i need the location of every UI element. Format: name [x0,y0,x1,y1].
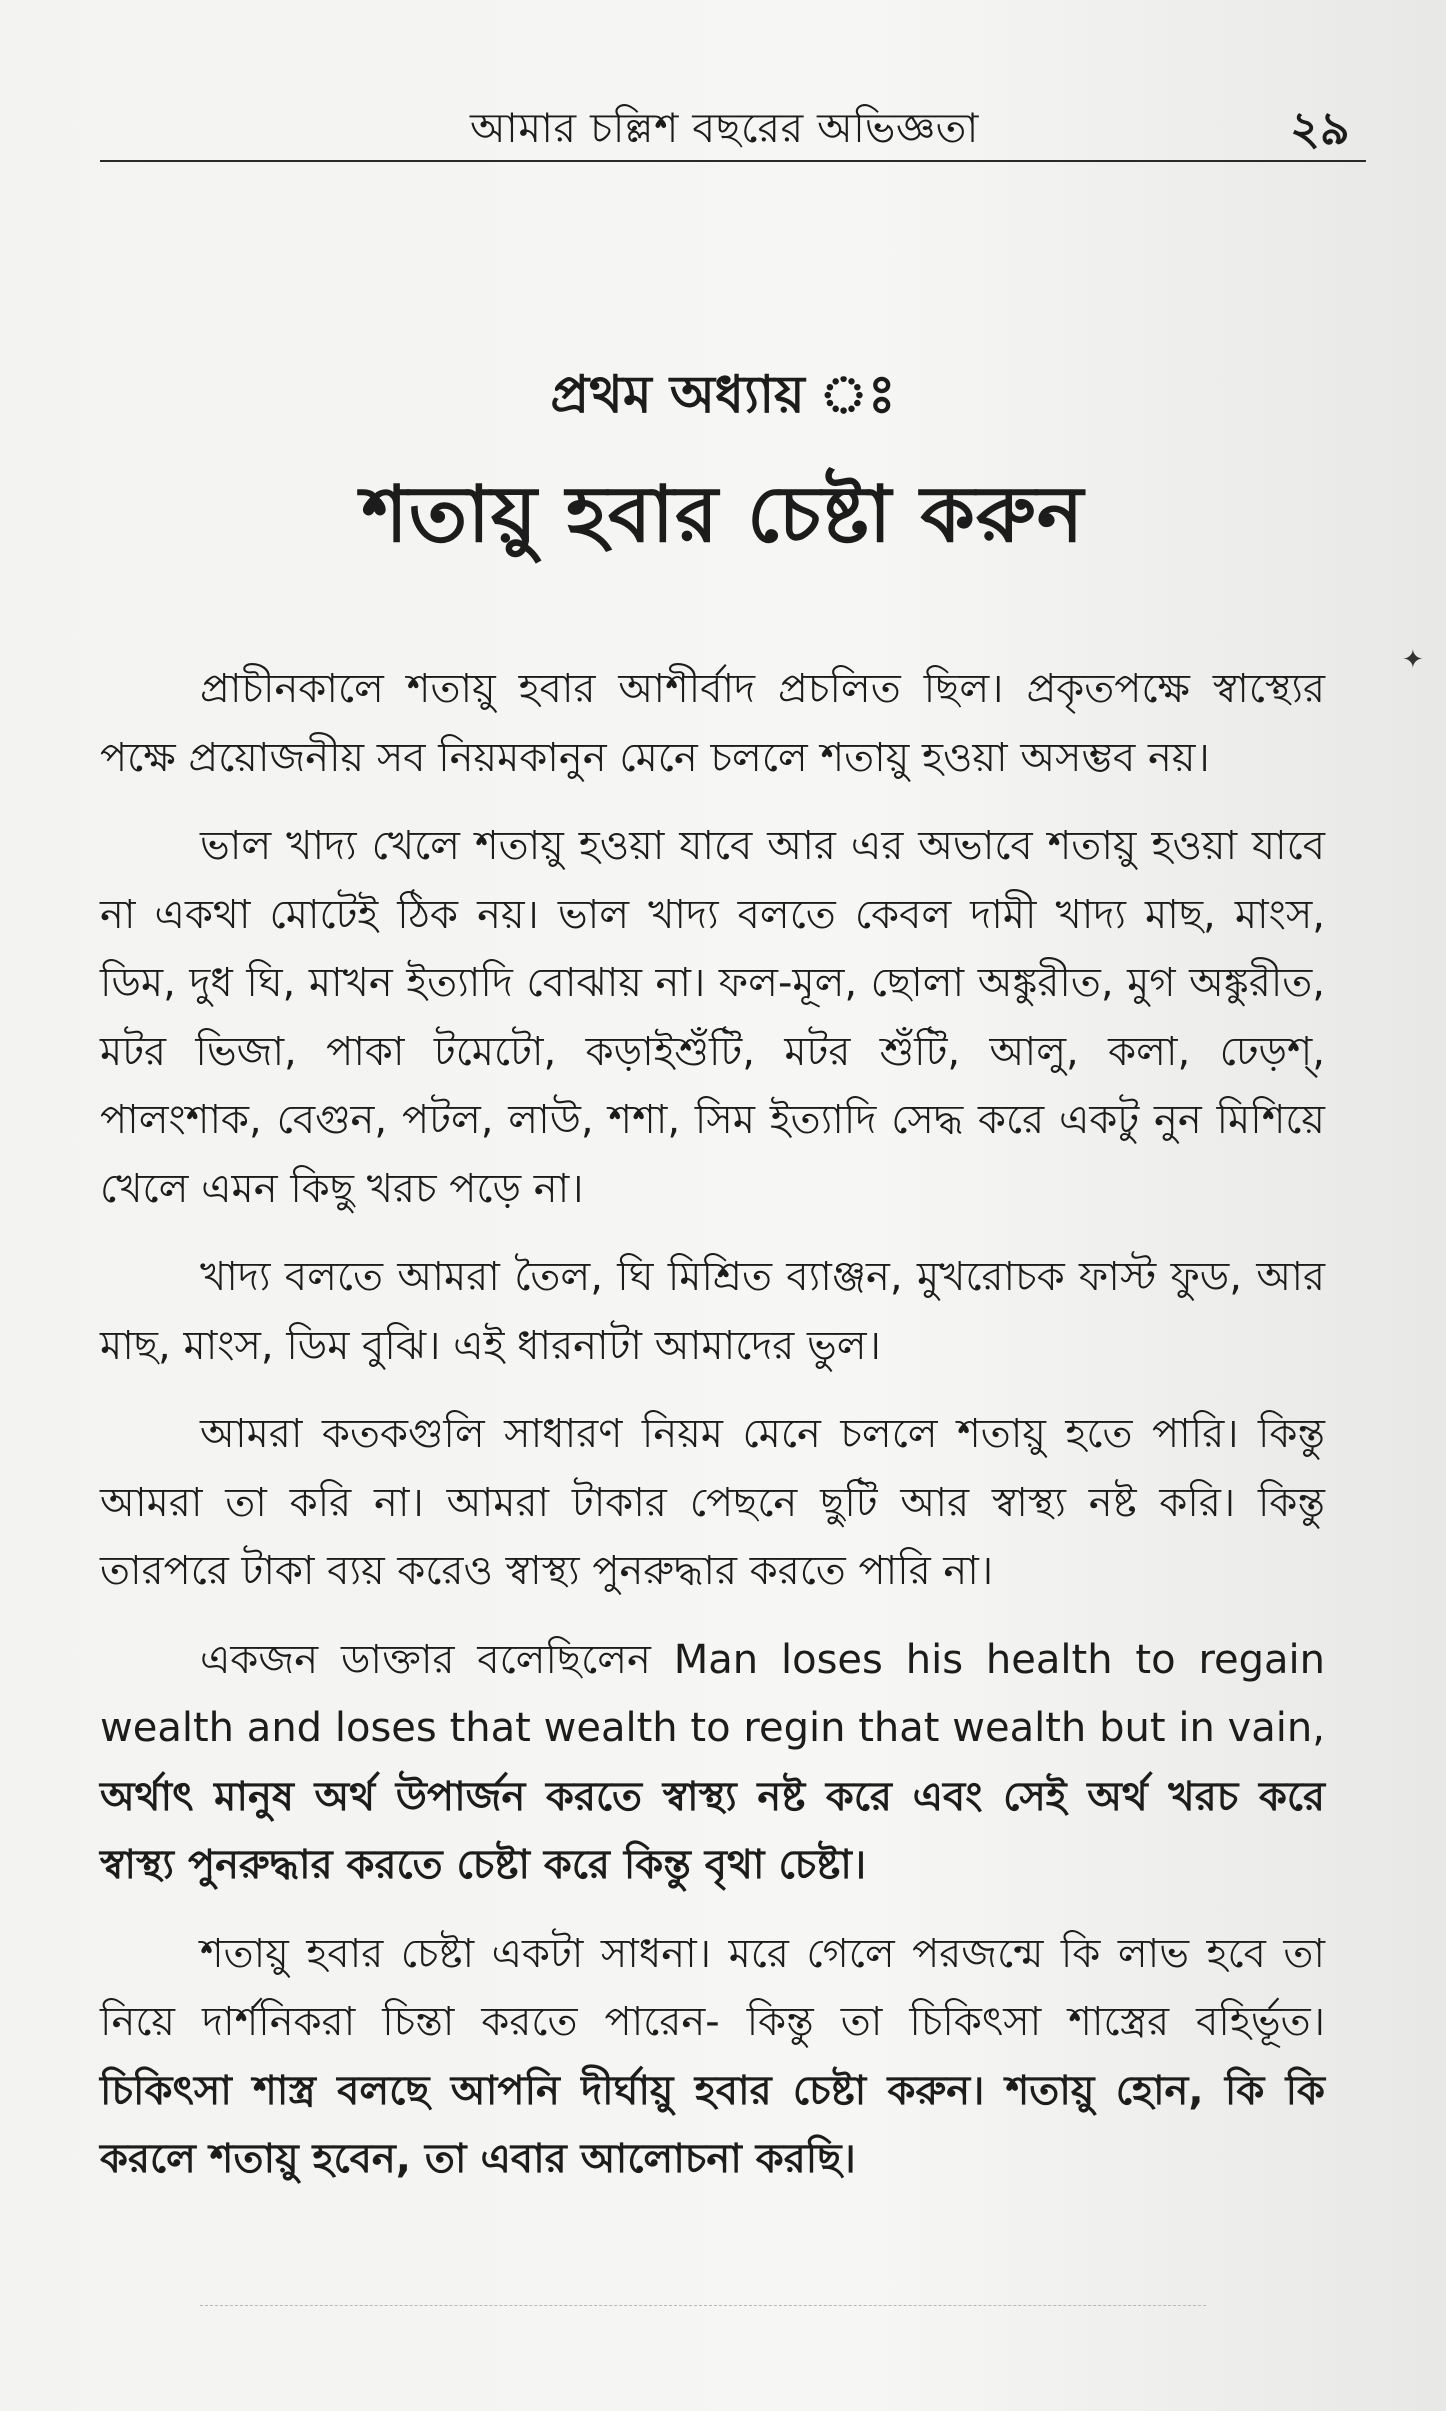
paragraph-text: ভাল খাদ্য খেলে শতায়ু হওয়া যাবে আর এর অভাবে শতায়ু হওয়া যাবে না একথা মোটেই ঠিক নয়। ভাল খাদ্য বলতে কেবল দামী খাদ্য মাছ, মাংস, ডিম, দুধ ঘি, মাখন ইত্যাদি বোঝায় না। ফল-মূল, ছোলা অঙ্কুরীত, মুগ অঙ্কুরীত, মটর ভিজা, পাকা টমেটো, কড়াইশুঁটি, মটর শুঁটি, আলু, কলা, ঢেড়শ্, পালংশাক, বেগুন, পটল, লাউ, শশা, সিম ইত্যাদি সেদ্ধ করে একটু নুন মিশিয়ে খেলে এমন কিছু খরচ পড়ে না। [100,823,1325,1212]
paragraph-1 [100,655,1325,792]
paragraph-emphasis: অর্থাৎ মানুষ অর্থ উপার্জন করতে স্বাস্থ্য নষ্ট করে এবং সেই অর্থ খরচ করে স্বাস্থ্য পুনরুদ্ধার করতে চেষ্টা করে কিন্তু বৃথা চেষ্টা। [100,1773,1325,1888]
running-header [0,98,1446,158]
paragraph-4 [100,1400,1325,1606]
bottom-rule [200,2305,1206,2306]
body-text [100,655,1325,2214]
paragraph-text: আমরা কতকগুলি সাধারণ নিয়ম মেনে চললে শতায়ু হতে পারি। কিন্তু আমরা তা করি না। আমরা টাকার পেছনে ছুটি আর স্বাস্থ্য নষ্ট করি। কিন্তু তারপরে টাকা ব্যয় করেও স্বাস্থ্য পুনরুদ্ধার করতে পারি না। [100,1411,1325,1594]
paragraph-2 [100,812,1325,1223]
page-number: ২৯ [1290,101,1350,155]
chapter-title: শতায়ু হবার চেষ্টা করুন [361,470,1085,560]
paragraph-text: খাদ্য বলতে আমরা তৈল, ঘি মিশ্রিত ব্যাঞ্জন, মুখরোচক ফাস্ট ফুড, আর মাছ, মাংস, ডিম বুঝি। এই ধারনাটা আমাদের ভুল। [100,1254,1325,1369]
header-rule [100,160,1366,162]
paragraph-text: একজন ডাক্তার বলেছিলেন Man loses his health to regain wealth and loses that wealth to regin that wealth but in vain, [100,1636,1325,1751]
paragraph-emphasis: চিকিৎসা শাস্ত্র বলছে আপনি দীর্ঘায়ু হবার চেষ্টা করুন। শতায়ু হোন, কি কি করলে শতায়ু হবেন, তা এবার আলোচনা করছি। [100,2067,1325,2182]
margin-mark-icon: ✦ [1402,645,1424,675]
paragraph-text: শতায়ু হবার চেষ্টা একটা সাধনা। মরে গেলে পরজন্মে কি লাভ হবে তা নিয়ে দার্শনিকরা চিন্তা করতে পারেন- কিন্তু তা চিকিৎসা শাস্ত্রের বহির্ভূত। [100,1930,1325,2045]
paragraph-5 [100,1626,1325,1900]
chapter-label: প্রথম অধ্যায় ঃ [550,365,896,425]
running-title: আমার চল্লিশ বছরের অভিজ্ঞতা [470,104,979,152]
paragraph-3 [100,1243,1325,1380]
paragraph-6 [100,1920,1325,2194]
paragraph-text: প্রাচীনকালে শতায়ু হবার আশীর্বাদ প্রচলিত ছিল। প্রকৃতপক্ষে স্বাস্থ্যের পক্ষে প্রয়োজনীয় সব নিয়মকানুন মেনে চললে শতায়ু হওয়া অসম্ভব নয়। [100,666,1325,781]
